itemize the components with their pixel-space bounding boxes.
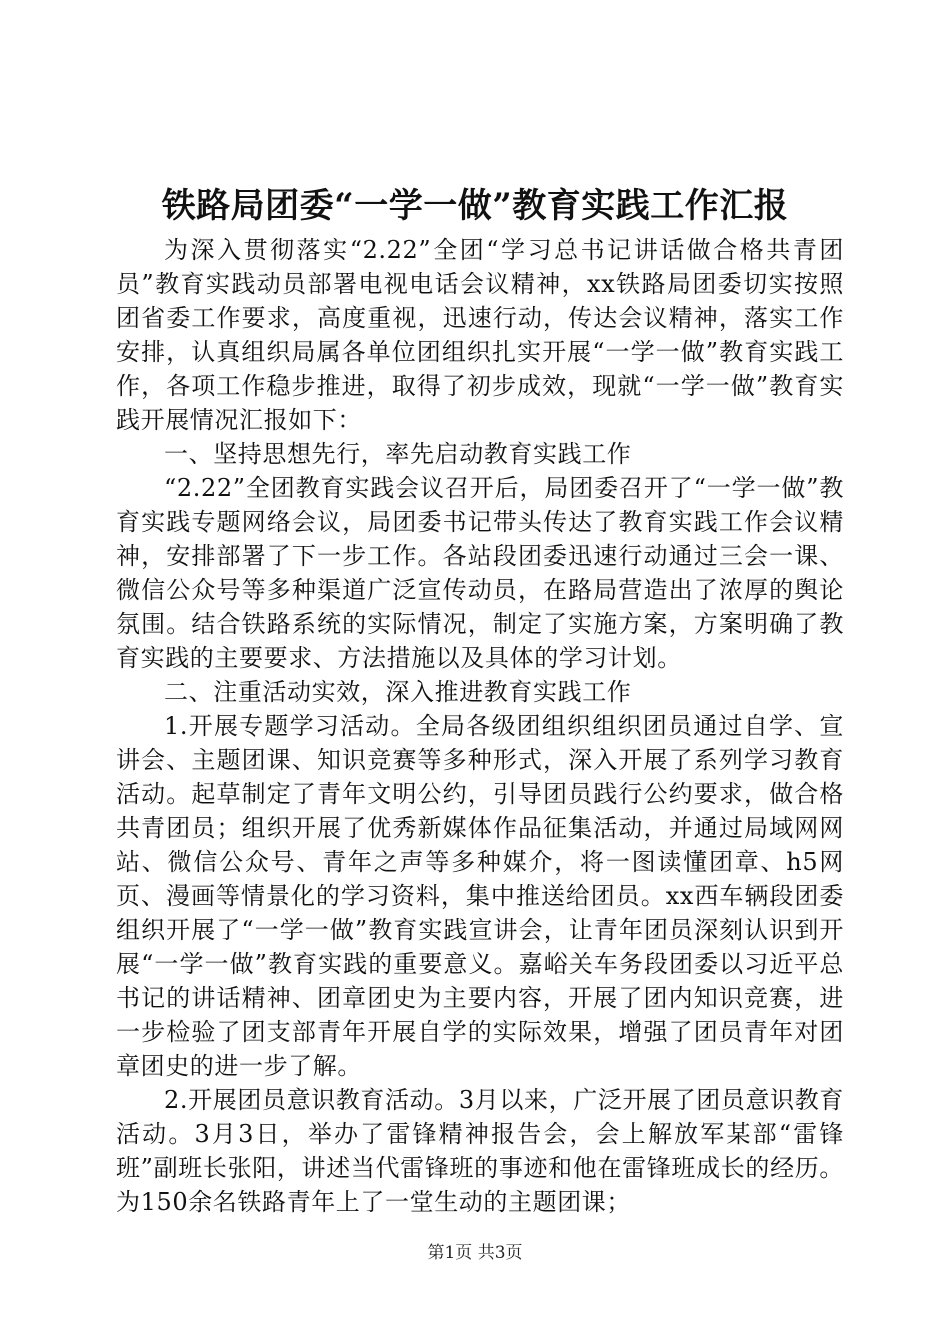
section-heading-2: 二、注重活动实效，深入推进教育实践工作 [164,678,632,706]
item-1-paragraph: 1.开展专题学习活动。全局各级团组织组织团员通过自学、宣讲会、主题团课、知识竞赛等多种形式，深入开展了系列学习教育活动。起草制定了青年文明公约，引导团员践行公约要求，做合格共青团员；组织开展了优秀新媒体作品征集活动，并通过局域网网站、微信公众号、青年之声等多种媒介，将一图读懂团章、h5网页、漫画等情景化的学习资料，集中推送给团员。xx西车辆段团委组织开展了“一学一做”教育实践宣讲会，让青年团员深刻认识到开展“一学一做”教育实践的重要意义。嘉峪关车务段团委以习近平总书记的讲话精神、团章团史为主要内容，开展了团内知识竞赛，进一步检验了团支部青年开展自学的实际效果，增强了团员青年对团章团史的进一步了解。 [116,712,844,1080]
item-2-paragraph: 2.开展团员意识教育活动。3月以来，广泛开展了团员意识教育活动。3月3日，举办了雷锋精神报告会，会上解放军某部“雷锋班”副班长张阳，讲述当代雷锋班的事迹和他在雷锋班成长的经历。为150余名铁路青年上了一堂生动的主题团课； [116,1086,844,1216]
section-heading-1: 一、坚持思想先行，率先启动教育实践工作 [164,440,632,468]
document-title: 铁路局团委“一学一做”教育实践工作汇报 [161,186,789,226]
page-number-footer: 第1页 共3页 [427,1243,523,1263]
document-body [116,233,844,1219]
section-1-paragraph: “2.22”全团教育实践会议召开后，局团委召开了“一学一做”教育实践专题网络会议，局团委书记带头传达了教育实践工作会议精神，安排部署了下一步工作。各站段团委迅速行动通过三会一课、微信公众号等多种渠道广泛宣传动员，在路局营造出了浓厚的舆论氛围。结合铁路系统的实际情况，制定了实施方案，方案明确了教育实践的主要要求、方法措施以及具体的学习计划。 [116,474,844,672]
intro-paragraph: 为深入贯彻落实“2.22”全团“学习总书记讲话做合格共青团员”教育实践动员部署电视电话会议精神，xx铁路局团委切实按照团省委工作要求，高度重视，迅速行动，传达会议精神，落实工作安排，认真组织局属各单位团组织扎实开展“一学一做”教育实践工作，各项工作稳步推进，取得了初步成效，现就“一学一做”教育实践开展情况汇报如下： [116,236,844,434]
